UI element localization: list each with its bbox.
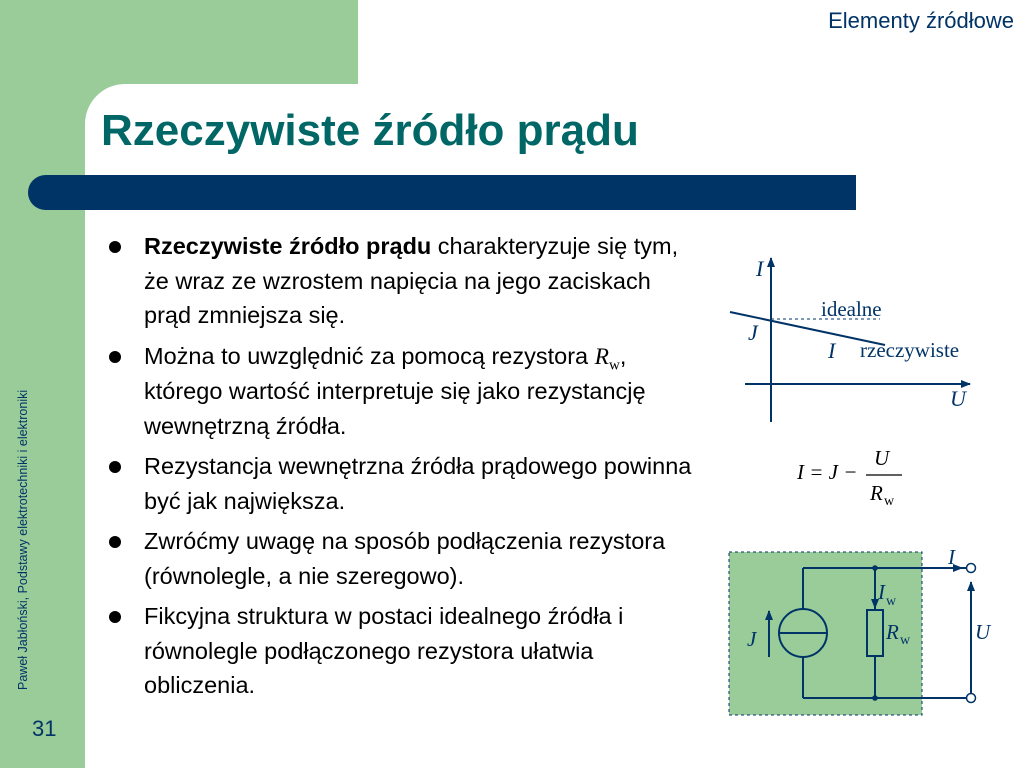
bullet-text: charakteryzuje się tym, że wraz ze wzrostem napięcia na jego zaciskach prąd zmniejsza się. <box>144 233 679 328</box>
formula-denominator-subscript: w <box>884 494 895 509</box>
circuit-diagram <box>720 545 1000 720</box>
internal-current-symbol: I <box>878 580 885 604</box>
terminal-bottom <box>967 694 976 703</box>
author-footer: Paweł Jabłoński, Podstawy elektrotechniki i elektroniki <box>16 389 30 690</box>
formula-denominator-symbol: R <box>870 481 883 505</box>
output-current-label: I <box>948 545 955 569</box>
resistor-subscript: w <box>609 357 620 374</box>
bullet-dot-icon <box>109 351 121 363</box>
bullet-text: Można to uwzględnić za pomocą rezystora <box>144 342 595 369</box>
formula-numerator: U <box>874 446 890 470</box>
voltage-label: U <box>975 620 991 644</box>
j-label: J <box>748 320 758 345</box>
current-voltage-graph <box>700 250 990 425</box>
resistor-symbol: R <box>594 343 609 370</box>
source-label: J <box>747 627 757 651</box>
slide-title: Rzeczywiste źródło prądu <box>101 106 639 155</box>
top-left-accent-block <box>0 0 358 84</box>
bullet-dot-icon <box>109 461 121 473</box>
junction-top <box>872 565 878 571</box>
bullet-dot-icon <box>109 611 121 623</box>
y-axis-label: I <box>756 256 764 281</box>
ideal-label: idealne <box>821 297 882 321</box>
bullet-list <box>100 229 700 709</box>
page-number: 31 <box>32 716 57 741</box>
bullet-item <box>100 449 700 518</box>
bullet-item <box>100 229 700 333</box>
bullet-text: Rezystancja wewnętrzna źródła prądowego powinna być jak największa. <box>144 453 692 514</box>
resistor-symbol: R <box>886 620 899 644</box>
x-axis-label: U <box>950 386 966 411</box>
bullet-item <box>100 599 700 703</box>
bullet-text: Fikcyjna struktura w postaci idealnego źródła i równolegle podłączonego rezystora ułatwia obliczenia. <box>144 603 624 698</box>
bullet-text: Zwróćmy uwagę na sposób podłączenia rezystora (równolegle, a nie szeregowo). <box>144 528 666 589</box>
bullet-dot-icon <box>109 241 121 253</box>
internal-current-subscript: w <box>886 594 897 609</box>
resistor-subscript: w <box>900 633 911 648</box>
curve-i-label: I <box>828 338 836 363</box>
bullet-bold-term: Rzeczywiste źródło prądu <box>144 233 432 259</box>
bullet-text: , którego wartość interpretuje się jako rezystancję wewnętrzną źródła. <box>144 342 646 439</box>
terminal-top <box>967 564 976 573</box>
bullet-item <box>100 524 700 593</box>
current-formula <box>770 440 920 510</box>
header-title: Elementy źródłowe <box>828 8 1014 33</box>
bullet-item <box>100 339 700 444</box>
junction-bottom <box>872 695 878 701</box>
real-label: rzeczywiste <box>860 338 960 362</box>
formula-lhs: I = J − <box>797 460 858 484</box>
title-underline-bar <box>28 175 856 210</box>
bullet-dot-icon <box>109 536 121 548</box>
